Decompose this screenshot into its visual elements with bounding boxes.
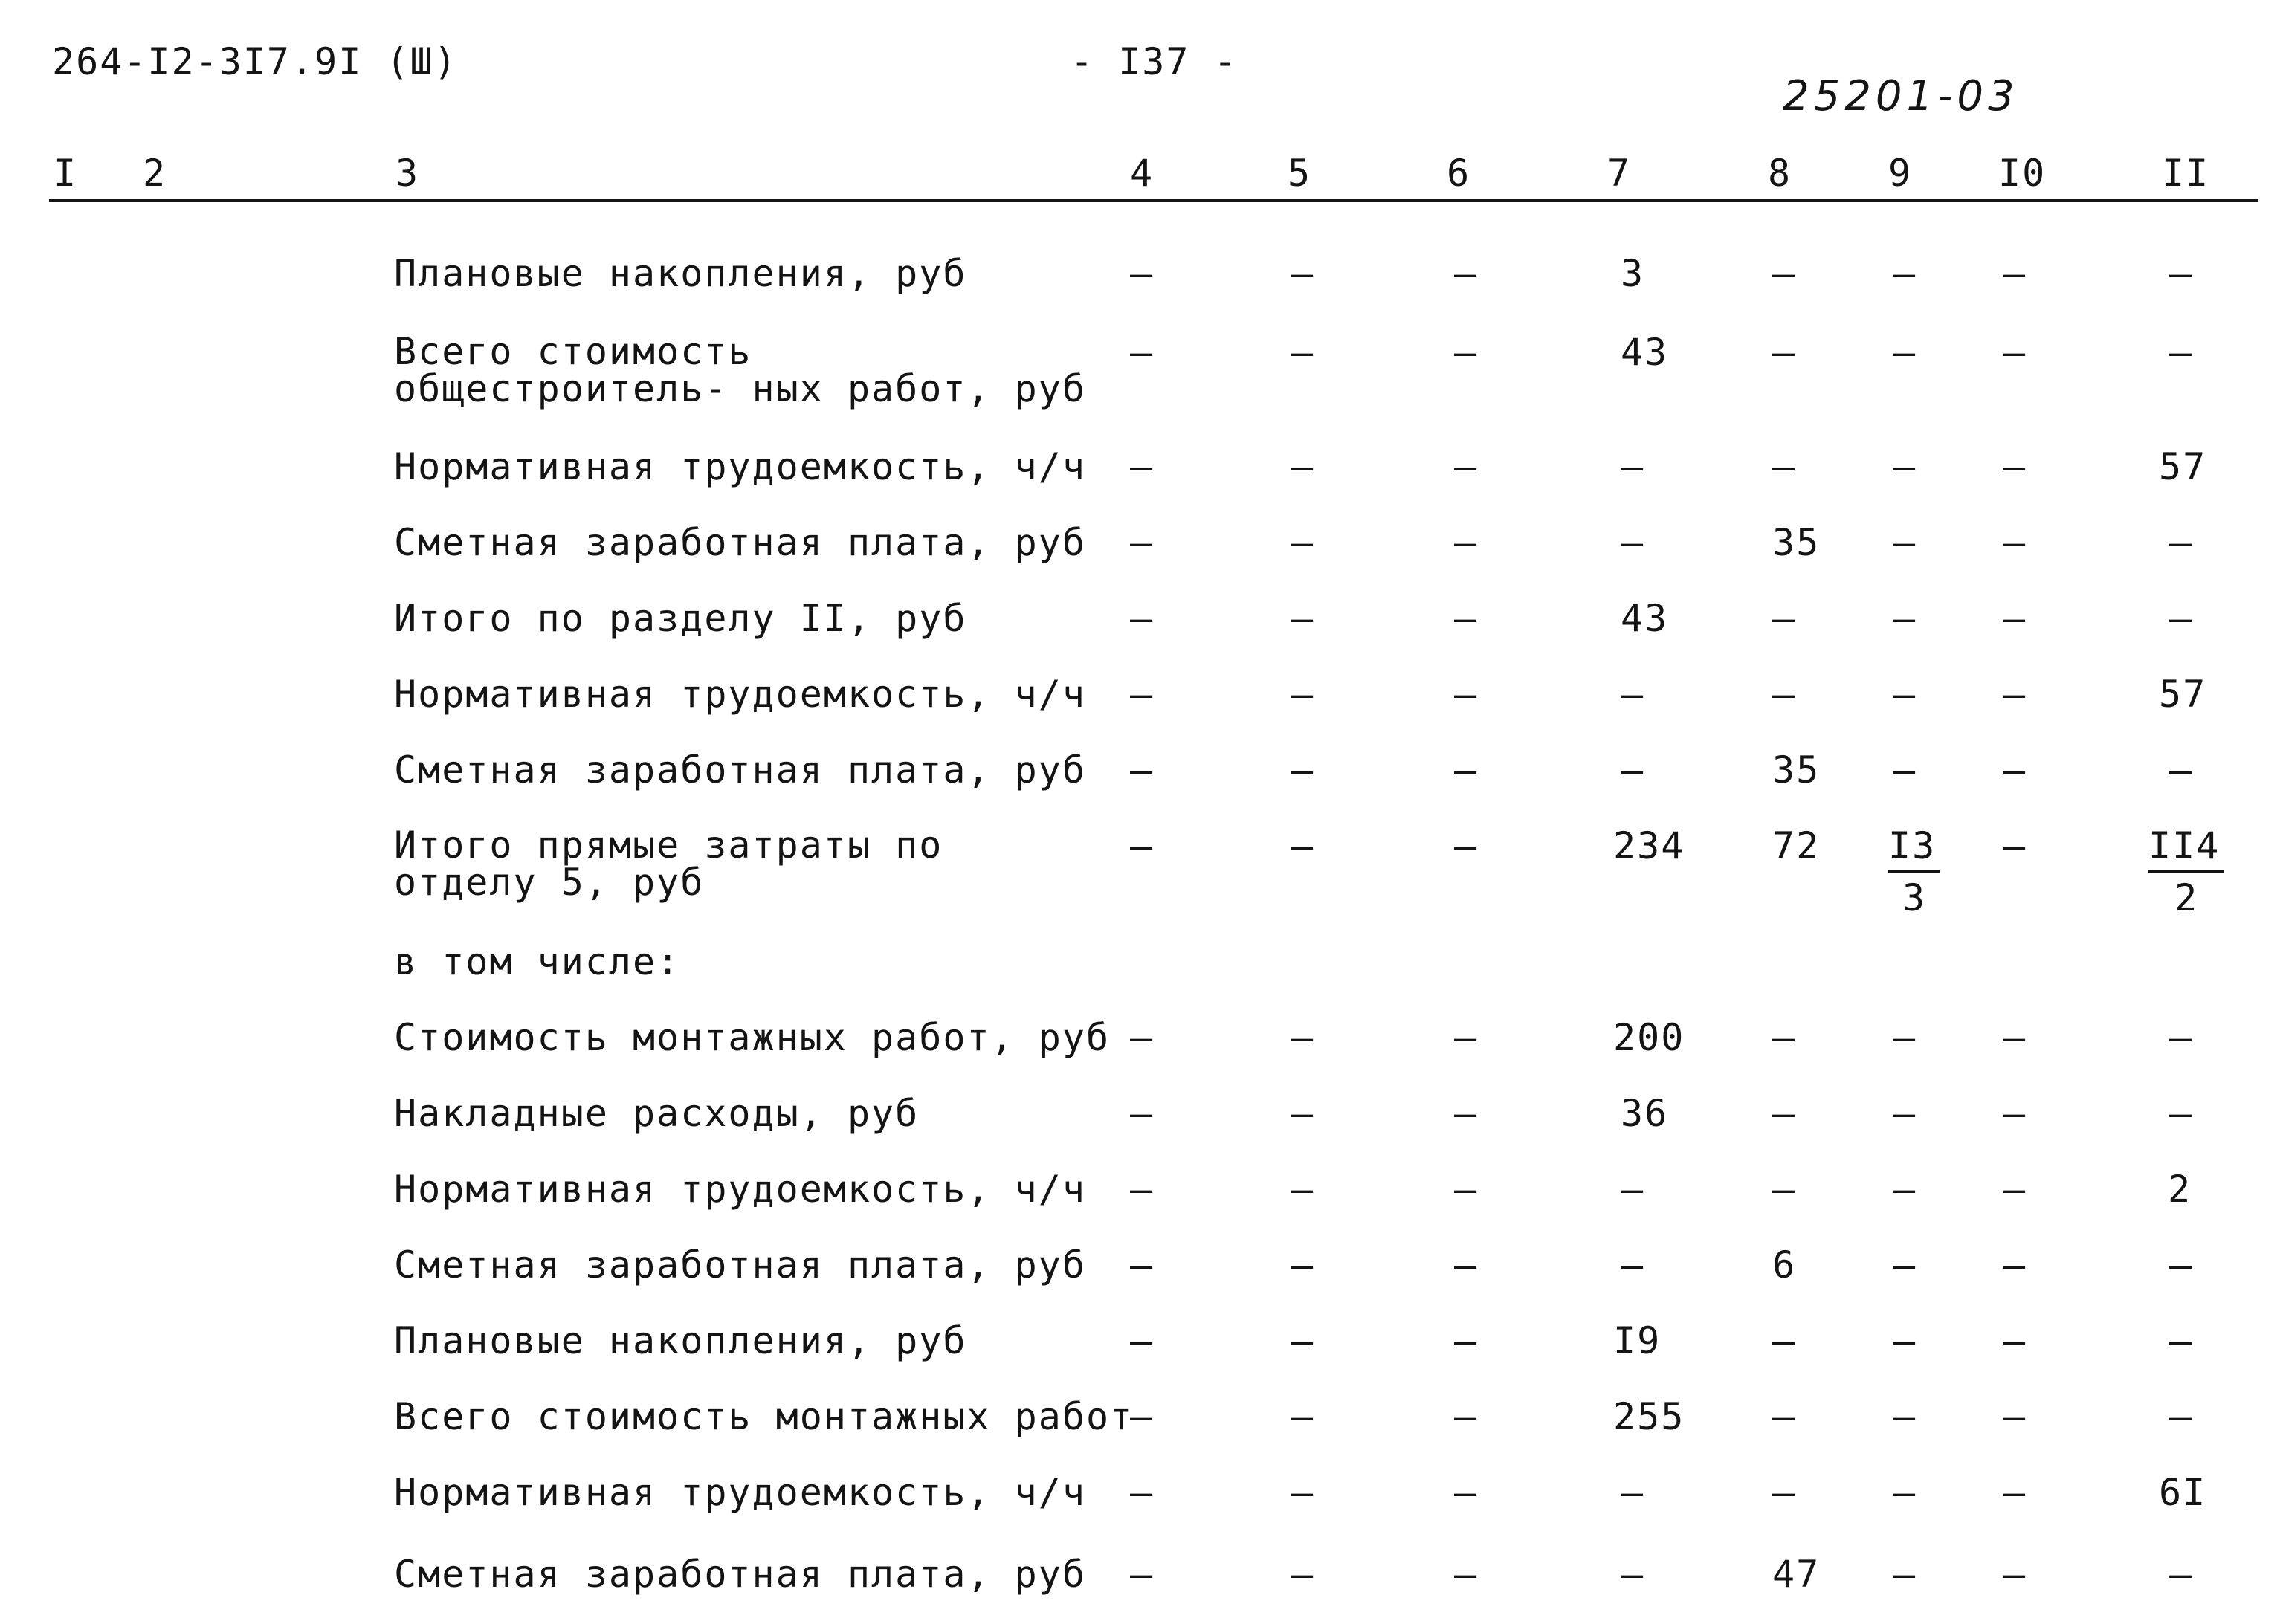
cell-col10: – xyxy=(2003,445,2027,488)
cell-col7: 255 xyxy=(1613,1395,1685,1438)
cell-col7: – xyxy=(1621,1243,1645,1287)
cell-col8: 35 xyxy=(1772,748,1821,792)
cell-col11: 57 xyxy=(2159,673,2207,716)
cell-col7: – xyxy=(1621,673,1645,716)
cell-col11: – xyxy=(2169,521,2194,564)
cell-col7: 43 xyxy=(1621,597,1669,640)
cell-col8: 72 xyxy=(1772,824,1821,867)
row-label: Сметная заработная плата, руб xyxy=(394,1243,1086,1287)
cell-col5: – xyxy=(1291,597,1315,640)
table-row xyxy=(0,254,2283,302)
cell-col6: – xyxy=(1454,521,1479,564)
cell-col6: – xyxy=(1454,445,1479,488)
cell-col8: – xyxy=(1772,1168,1797,1211)
cell-col7: 234 xyxy=(1613,824,1685,867)
column-header-11: II xyxy=(2162,152,2210,195)
handwritten-stamp: 25201-03 xyxy=(1783,72,2019,120)
cell-col10: – xyxy=(2003,1553,2027,1596)
table-row xyxy=(0,1170,2283,1217)
cell-col5: – xyxy=(1291,445,1315,488)
cell-col8: – xyxy=(1772,1092,1797,1135)
row-label: Итого прямые затраты по отделу 5, руб xyxy=(394,824,943,904)
row-label: Нормативная трудоемкость, ч/ч xyxy=(394,673,1086,716)
table-row xyxy=(0,826,2283,923)
cell-col10: – xyxy=(2003,597,2027,640)
cell-col8: – xyxy=(1772,1471,1797,1514)
cell-col10: – xyxy=(2003,252,2027,295)
cell-col9: – xyxy=(1893,1553,1917,1596)
cell-col11: 57 xyxy=(2159,445,2207,488)
cell-col9: – xyxy=(1893,1092,1917,1135)
cell-col6: – xyxy=(1454,331,1479,374)
cell-col10: – xyxy=(2003,521,2027,564)
row-label: Сметная заработная плата, руб xyxy=(394,748,1086,792)
row-label: Плановые накопления, руб xyxy=(394,252,967,295)
header-rule xyxy=(49,199,2258,202)
cell-col8: – xyxy=(1772,1319,1797,1362)
cell-col4: – xyxy=(1130,597,1155,640)
row-label: Всего стоимость монтажных работ xyxy=(394,1395,1134,1438)
cell-col11: – xyxy=(2169,1395,2194,1438)
cell-col4: – xyxy=(1130,252,1155,295)
cell-col9: – xyxy=(1893,331,1917,374)
cell-col7: – xyxy=(1621,1471,1645,1514)
cell-col8: – xyxy=(1772,445,1797,488)
cell-col5: – xyxy=(1291,1471,1315,1514)
table-row xyxy=(0,1397,2283,1445)
cell-col9: – xyxy=(1893,1395,1917,1438)
cell-col4: – xyxy=(1130,673,1155,716)
cell-col11: 2 xyxy=(2168,1168,2192,1211)
cell-col5: – xyxy=(1291,1319,1315,1362)
cell-col8: – xyxy=(1772,1016,1797,1059)
cell-col5: – xyxy=(1291,331,1315,374)
cell-col6: – xyxy=(1454,824,1479,867)
cell-col7: – xyxy=(1621,1168,1645,1211)
page-number: - I37 - xyxy=(1071,40,1238,83)
cell-col6: – xyxy=(1454,1092,1479,1135)
fraction-numerator: I3 xyxy=(1888,826,1940,873)
cell-col9: – xyxy=(1893,1319,1917,1362)
cell-col6: – xyxy=(1454,1168,1479,1211)
cell-col9: – xyxy=(1893,1471,1917,1514)
cell-col10: – xyxy=(2003,1471,2027,1514)
cell-col11: – xyxy=(2169,1243,2194,1287)
cell-col8: – xyxy=(1772,331,1797,374)
cell-col6: – xyxy=(1454,1319,1479,1362)
cell-col6: – xyxy=(1454,1016,1479,1059)
cell-col8: – xyxy=(1772,673,1797,716)
cell-col9: – xyxy=(1893,521,1917,564)
cell-col8: 6 xyxy=(1772,1243,1797,1287)
cell-col7: – xyxy=(1621,1553,1645,1596)
cell-col10: – xyxy=(2003,1016,2027,1059)
cell-col11: – xyxy=(2169,597,2194,640)
cell-col10: – xyxy=(2003,1168,2027,1211)
fraction-denominator: 3 xyxy=(1902,876,1927,919)
row-label: в том числе: xyxy=(394,940,681,983)
row-label: Нормативная трудоемкость, ч/ч xyxy=(394,445,1086,488)
row-label: Стоимость монтажных работ, руб xyxy=(394,1016,1111,1059)
cell-col4: – xyxy=(1130,748,1155,792)
table-row xyxy=(0,1555,2283,1602)
table-row xyxy=(0,1018,2283,1066)
cell-col5: – xyxy=(1291,1168,1315,1211)
cell-col5: – xyxy=(1291,1016,1315,1059)
table-row xyxy=(0,1094,2283,1142)
table-row xyxy=(0,1243,2283,1293)
cell-col11: – xyxy=(2169,1319,2194,1362)
cell-col4: – xyxy=(1130,331,1155,374)
column-header-2: 2 xyxy=(143,152,167,195)
column-header-8: 8 xyxy=(1768,152,1792,195)
cell-col7: – xyxy=(1621,445,1645,488)
column-header-1: I xyxy=(54,152,78,195)
cell-col9-fraction xyxy=(1888,826,1940,917)
table-row xyxy=(0,1321,2283,1369)
table-row xyxy=(0,599,2283,647)
cell-col7: 3 xyxy=(1621,252,1645,295)
table-row xyxy=(0,1473,2283,1521)
cell-col11: – xyxy=(2169,748,2194,792)
row-label: Сметная заработная плата, руб xyxy=(394,521,1086,564)
cell-col8: – xyxy=(1772,1395,1797,1438)
cell-col4: – xyxy=(1130,1168,1155,1211)
column-header-3: 3 xyxy=(395,152,420,195)
table-row xyxy=(0,675,2283,722)
cell-col5: – xyxy=(1291,1395,1315,1438)
column-header-6: 6 xyxy=(1447,152,1471,195)
cell-col5: – xyxy=(1291,748,1315,792)
column-header-7: 7 xyxy=(1607,152,1632,195)
row-label: Всего стоимость общестроитель- ных работ, руб xyxy=(394,330,1086,410)
cell-col11-fraction xyxy=(2148,826,2224,917)
cell-col8: – xyxy=(1772,597,1797,640)
cell-col11: – xyxy=(2169,1553,2194,1596)
cell-col7: 43 xyxy=(1621,331,1669,374)
cell-col10: – xyxy=(2003,1395,2027,1438)
cell-col7: – xyxy=(1621,748,1645,792)
cell-col6: – xyxy=(1454,597,1479,640)
column-header-9: 9 xyxy=(1888,152,1913,195)
cell-col6: – xyxy=(1454,1471,1479,1514)
fraction-numerator: II4 xyxy=(2148,826,2224,873)
row-label: Плановые накопления, руб xyxy=(394,1319,967,1362)
cell-col4: – xyxy=(1130,824,1155,867)
cell-col9: – xyxy=(1893,252,1917,295)
cell-col4: – xyxy=(1130,1243,1155,1287)
cell-col10: – xyxy=(2003,748,2027,792)
cell-col7: 200 xyxy=(1613,1016,1685,1059)
cell-col11: 6I xyxy=(2159,1471,2207,1514)
row-label: Итого по разделу II, руб xyxy=(394,597,967,640)
cell-col8: 47 xyxy=(1772,1553,1821,1596)
cell-col9: – xyxy=(1893,748,1917,792)
table-row xyxy=(0,523,2283,571)
cell-col4: – xyxy=(1130,1471,1155,1514)
row-label: Нормативная трудоемкость, ч/ч xyxy=(394,1168,1086,1211)
cell-col10: – xyxy=(2003,673,2027,716)
cell-col5: – xyxy=(1291,252,1315,295)
cell-col6: – xyxy=(1454,252,1479,295)
row-label: Сметная заработная плата, руб xyxy=(394,1553,1086,1596)
table-row xyxy=(0,447,2283,495)
cell-col9: – xyxy=(1893,1243,1917,1287)
cell-col6: – xyxy=(1454,1243,1479,1287)
cell-col6: – xyxy=(1454,748,1479,792)
cell-col4: – xyxy=(1130,1553,1155,1596)
cell-col10: – xyxy=(2003,1243,2027,1287)
column-header-4: 4 xyxy=(1130,152,1155,195)
row-label: Нормативная трудоемкость, ч/ч xyxy=(394,1471,1086,1514)
cell-col4: – xyxy=(1130,1319,1155,1362)
cell-col7: – xyxy=(1621,521,1645,564)
cell-col10: – xyxy=(2003,331,2027,374)
cell-col6: – xyxy=(1454,1395,1479,1438)
cell-col4: – xyxy=(1130,1395,1155,1438)
table-row xyxy=(0,748,2283,798)
cell-col9: – xyxy=(1893,673,1917,716)
cell-col8: 35 xyxy=(1772,521,1821,564)
document-code: 264-I2-3I7.9I (Ш) xyxy=(52,40,458,83)
cell-col9: – xyxy=(1893,597,1917,640)
cell-col5: – xyxy=(1291,824,1315,867)
cell-col11: – xyxy=(2169,1016,2194,1059)
cell-col4: – xyxy=(1130,1092,1155,1135)
cell-col11: – xyxy=(2169,252,2194,295)
cell-col4: – xyxy=(1130,1016,1155,1059)
cell-col10: – xyxy=(2003,1092,2027,1135)
cell-col4: – xyxy=(1130,521,1155,564)
table-row xyxy=(0,330,2283,415)
cell-col10: – xyxy=(2003,824,2027,867)
cell-col5: – xyxy=(1291,673,1315,716)
cell-col8: – xyxy=(1772,252,1797,295)
column-header-10: I0 xyxy=(1998,152,2047,195)
cell-col7: I9 xyxy=(1613,1319,1662,1362)
cell-col7: 36 xyxy=(1621,1092,1669,1135)
cell-col11: – xyxy=(2169,331,2194,374)
cell-col9: – xyxy=(1893,445,1917,488)
cell-col5: – xyxy=(1291,1092,1315,1135)
cell-col9: – xyxy=(1893,1016,1917,1059)
cell-col11: – xyxy=(2169,1092,2194,1135)
cell-col5: – xyxy=(1291,1243,1315,1287)
cell-col6: – xyxy=(1454,1553,1479,1596)
cell-col9: – xyxy=(1893,1168,1917,1211)
fraction-denominator: 2 xyxy=(2174,876,2199,919)
cell-col4: – xyxy=(1130,445,1155,488)
cell-col6: – xyxy=(1454,673,1479,716)
cell-col5: – xyxy=(1291,1553,1315,1596)
cell-col10: – xyxy=(2003,1319,2027,1362)
column-header-5: 5 xyxy=(1288,152,1312,195)
row-label: Накладные расходы, руб xyxy=(394,1092,920,1135)
cell-col5: – xyxy=(1291,521,1315,564)
table-row xyxy=(0,942,2283,990)
